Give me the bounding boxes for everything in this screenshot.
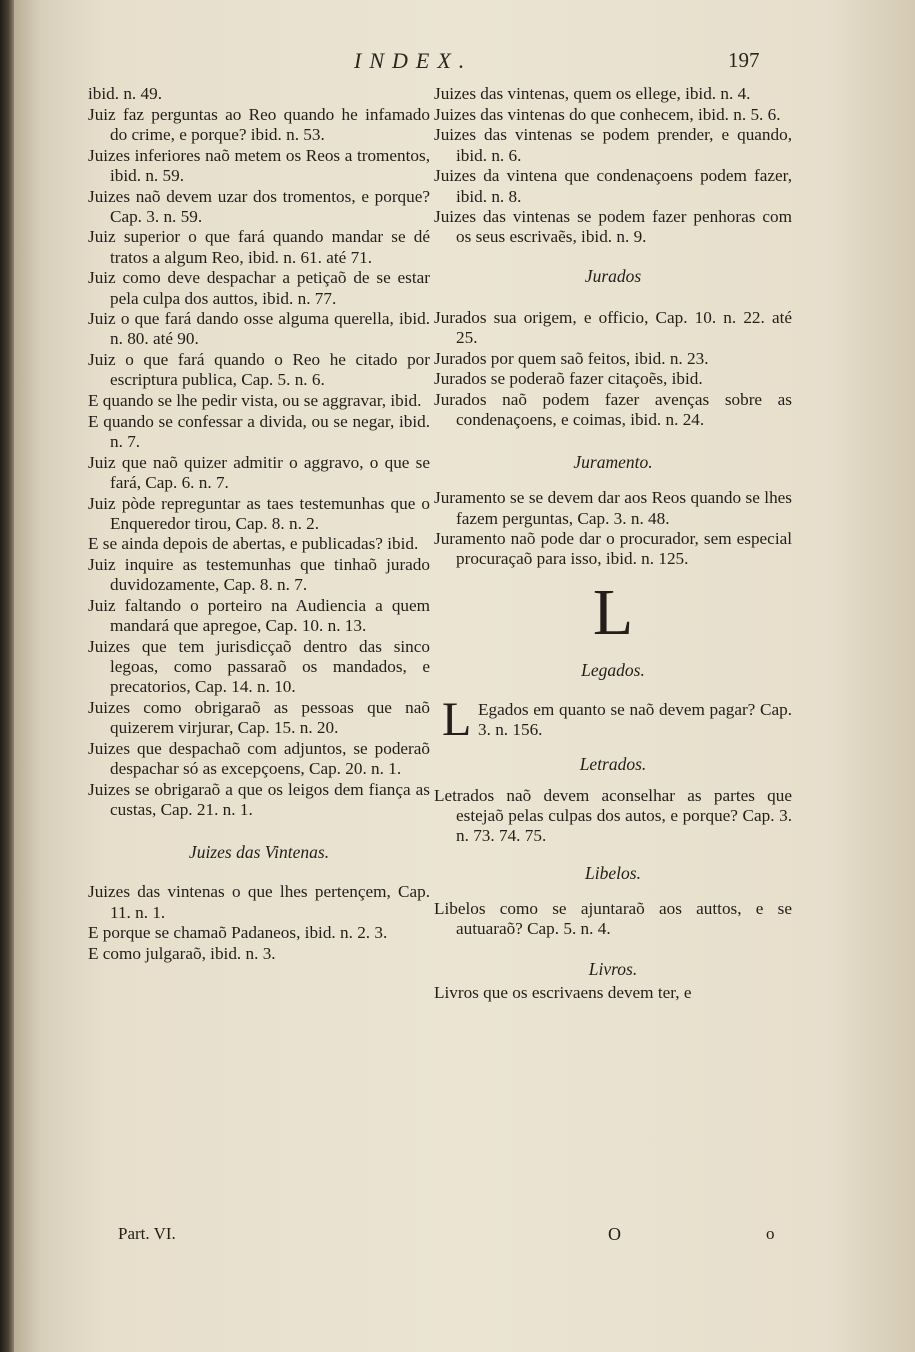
index-entry: Juizes das vintenas, quem os ellege, ibid. n. 4.: [434, 84, 751, 103]
index-entry: Jurados naõ podem fazer avenças sobre as condenaçoens, e coimas, ibid. n. 24.: [434, 389, 792, 430]
right-entries-vintenas: [434, 84, 792, 248]
left-column: [88, 84, 430, 965]
index-entry: Juizes das vintenas se podem prender, e quando, ibid. n. 6.: [434, 125, 792, 165]
index-entry: Juizes naõ devem uzar dos tromentos, e porque? Cap. 3. n. 59.: [88, 186, 430, 226]
index-entry: Juizes que tem jurisdicçaõ dentro das sinco legoas, como passaraõ os mandados, e precatorios, Cap. 14. n. 10.: [88, 636, 430, 697]
index-entry: Livros que os escrivaens devem ter, e: [434, 983, 692, 1003]
index-entry: Juiz inquire as testemunhas que tinhaõ jurado duvidozamente, Cap. 8. n. 7.: [88, 555, 430, 595]
right-column: [434, 84, 792, 1004]
book-binding: [0, 0, 14, 1352]
index-entry: Juizes se obrigaraõ a que os leigos dem fiança as custas, Cap. 21. n. 1.: [88, 779, 430, 820]
heading-juramento: Juramento.: [573, 452, 653, 473]
index-entry: Juiz faltando o porteiro na Audiencia a quem mandará que apregoe, Cap. 10. n. 13.: [88, 596, 430, 636]
heading-juizes-vintenas: Juizes das Vintenas.: [188, 842, 330, 863]
drop-cap-letter: L: [442, 692, 472, 746]
entries-libelos: [434, 899, 792, 939]
heading-legados: Legados.: [581, 659, 645, 680]
index-entry: Juizes das vintenas do que conhecem, ibid. n. 5. 6.: [434, 104, 781, 124]
heading-libelos: Libelos.: [585, 862, 641, 883]
book-page: [14, 0, 915, 1352]
index-entry: Juiz faz perguntas ao Reo quando he infamado do crime, e porque? ibid. n. 53.: [88, 104, 430, 144]
entries-letrados: [434, 786, 792, 847]
index-entry: Jurados por quem saõ feitos, ibid. n. 23.: [434, 348, 709, 368]
heading-letrados: Letrados.: [579, 754, 647, 775]
index-entry: E se ainda depois de abertas, e publicadas? ibid.: [88, 534, 419, 554]
entries-juramento: [434, 488, 792, 569]
index-entry: Juiz o que fará dando osse alguma querella, ibid. n. 80. até 90.: [88, 309, 430, 349]
index-entry: E porque se chamaõ Padaneos, ibid. n. 2. 3.: [88, 923, 388, 943]
index-entry: E quando se lhe pedir vista, ou se aggravar, ibid.: [88, 391, 422, 411]
index-entry: Juizes das vintenas o que lhes pertençem, Cap. 11. n. 1.: [88, 882, 430, 922]
index-entry: Juramento naõ pode dar o procurador, sem especial procuraçaõ para isso, ibid. n. 125.: [434, 529, 792, 569]
section-letter-l: L: [592, 575, 634, 649]
footer-signature: O: [608, 1224, 621, 1244]
index-entry: Juizes que despachaõ com adjuntos, se poderaõ despachar só as excepçoens, Cap. 20. n. 1.: [88, 739, 430, 779]
index-entry: E quando se confessar a divida, ou se negar, ibid. n. 7.: [88, 411, 430, 451]
page-header-title: INDEX.: [354, 48, 473, 73]
entries-livros: [434, 983, 792, 1003]
index-entry: Juramento se se devem dar aos Reos quando se lhes fazem perguntas, Cap. 3. n. 48.: [434, 488, 792, 528]
left-entries-vintenas: [88, 882, 430, 964]
index-entry: E como julgaraõ, ibid. n. 3.: [88, 943, 276, 963]
index-entry: Jurados se poderaõ fazer citaçoẽs, ibid.: [434, 369, 703, 389]
index-entry: Juiz que naõ quizer admitir o aggravo, o que se fará, Cap. 6. n. 7.: [88, 452, 430, 492]
index-entry: ibid. n. 49.: [88, 84, 163, 103]
index-entry: Juizes das vintenas se podem fazer penhoras com os seus escrivaẽs, ibid. n. 9.: [434, 207, 792, 247]
index-entry: Juiz superior o que fará quando mandar se dé tratos a algum Reo, ibid. n. 61. até 71.: [88, 227, 430, 267]
index-entry: Juizes inferiores naõ metem os Reos a tromentos, ibid. n. 59.: [88, 145, 430, 185]
footer-part: Part. VI.: [118, 1224, 176, 1243]
index-entry: Juiz como deve despachar a petiçaõ de se estar pela culpa dos auttos, ibid. n. 77.: [88, 268, 430, 308]
index-entry: Juiz o que fará quando o Reo he citado por escriptura publica, Cap. 5. n. 6.: [88, 350, 430, 390]
legados-text: Egados em quanto se naõ devem pagar? Cap. 3. n. 156.: [478, 699, 792, 739]
left-entries-juiz: [88, 84, 430, 820]
index-entry: Juiz pòde repreguntar as taes testemunhas que o Enqueredor tirou, Cap. 8. n. 2.: [88, 493, 430, 533]
heading-jurados: Jurados: [584, 265, 642, 286]
page-number: 197: [728, 48, 760, 72]
index-entry: Letrados naõ devem aconselhar as partes que estejaõ pelas culpas dos autos, e porque? Cap. 3. n. 73. 74. 75.: [434, 786, 792, 846]
index-entry: Juizes da vintena que condenaçoens podem fazer, ibid. n. 8.: [434, 166, 792, 206]
index-entry: Libelos como se ajuntaraõ aos auttos, e se autuaraõ? Cap. 5. n. 4.: [434, 898, 792, 938]
entries-jurados: [434, 308, 792, 431]
entry-legados: [434, 692, 792, 746]
heading-livros: Livros.: [588, 959, 638, 980]
index-entry: Juizes como obrigaraõ as pessoas que naõ quizerem virjurar, Cap. 15. n. 20.: [88, 698, 430, 738]
footer-catchword: o: [766, 1224, 775, 1243]
index-entry: Jurados sua origem, e officio, Cap. 10. n. 22. até 25.: [434, 307, 792, 347]
